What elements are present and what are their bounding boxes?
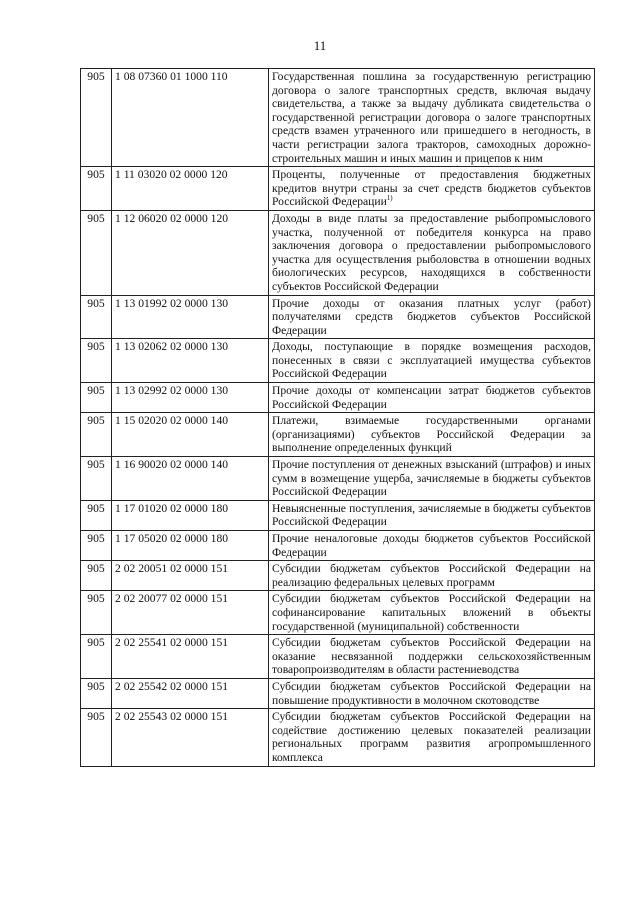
table-row <box>81 413 595 457</box>
table-row <box>81 339 595 383</box>
revenue-code-cell: 1 13 02062 02 0000 130 <box>112 339 269 383</box>
admin-code-cell: 905 <box>81 413 112 457</box>
revenue-name-text: Субсидии бюджетам субъектов Российской Федерации на оказание несвязанной поддержки сельскохозяйственным товаропроизводителям в области растениеводства <box>272 636 591 677</box>
admin-code-cell: 905 <box>81 531 112 561</box>
revenue-code-cell: 2 02 20051 02 0000 151 <box>112 561 269 591</box>
admin-code-cell: 905 <box>81 709 112 766</box>
revenue-code-cell: 2 02 20077 02 0000 151 <box>112 591 269 635</box>
revenue-name-cell <box>269 457 595 501</box>
revenue-name-text: Прочие доходы от оказания платных услуг (работ) получателями средств бюджетов субъектов Российской Федерации <box>272 296 591 337</box>
revenue-code-cell: 1 17 05020 02 0000 180 <box>112 531 269 561</box>
admin-code-cell: 905 <box>81 561 112 591</box>
revenue-code-cell: 1 11 03020 02 0000 120 <box>112 167 269 211</box>
revenue-name-cell <box>269 635 595 679</box>
admin-code-cell: 905 <box>81 383 112 413</box>
admin-code-cell: 905 <box>81 210 112 295</box>
table-row <box>81 561 595 591</box>
revenue-code-cell: 2 02 25542 02 0000 151 <box>112 678 269 708</box>
revenue-code-cell: 1 16 90020 02 0000 140 <box>112 457 269 501</box>
revenue-code-cell: 1 13 01992 02 0000 130 <box>112 295 269 339</box>
revenue-name-text: Проценты, полученные от предоставления бюджетных кредитов внутри страны за счет средств бюджетов субъектов Российской Федерации <box>272 168 591 209</box>
table-row <box>81 709 595 766</box>
table-row <box>81 531 595 561</box>
revenue-code-cell: 2 02 25543 02 0000 151 <box>112 709 269 766</box>
revenue-name-cell <box>269 339 595 383</box>
revenue-name-cell <box>269 591 595 635</box>
revenue-name-text: Субсидии бюджетам субъектов Российской Федерации на повышение продуктивности в молочном скотоводстве <box>272 679 591 707</box>
admin-code-cell: 905 <box>81 339 112 383</box>
admin-code-cell: 905 <box>81 457 112 501</box>
revenue-code-cell: 1 08 07360 01 1000 110 <box>112 69 269 167</box>
revenue-code-cell: 1 12 06020 02 0000 120 <box>112 210 269 295</box>
revenue-name-text: Государственная пошлина за государственную регистрацию договора о залоге транспортных средств, включая выдачу свидетельства, а также за выдачу дубликата свидетельства о государственной регистрации договора о залоге транспортных средств взамен утраченного или пришедшего в негодность, в части регистрации залога тракторов, самоходных дорожно-строительных машин и иных машин и прицепов к ним <box>272 70 591 165</box>
revenue-name-text: Субсидии бюджетам субъектов Российской Федерации на софинансирование капитальных вложений в объекты государственной (муниципальной) собственности <box>272 592 591 633</box>
footnote-marker: 1) <box>386 194 393 203</box>
revenue-name-cell <box>269 413 595 457</box>
revenue-name-text: Субсидии бюджетам субъектов Российской Федерации на содействие достижению целевых показателей реализации региональных программ развития агропромышленного комплекса <box>272 710 591 764</box>
revenue-name-cell <box>269 561 595 591</box>
table-row <box>81 69 595 167</box>
revenue-name-cell <box>269 210 595 295</box>
revenue-name-text: Прочие неналоговые доходы бюджетов субъектов Российской Федерации <box>272 532 591 559</box>
revenue-code-cell: 1 13 02992 02 0000 130 <box>112 383 269 413</box>
revenue-name-cell <box>269 383 595 413</box>
revenue-name-text: Субсидии бюджетам субъектов Российской Федерации на реализацию федеральных целевых программ <box>272 562 591 589</box>
admin-code-cell: 905 <box>81 591 112 635</box>
table-row <box>81 167 595 211</box>
revenue-code-cell: 1 17 01020 02 0000 180 <box>112 500 269 530</box>
table-row <box>81 635 595 679</box>
revenue-name-cell <box>269 69 595 167</box>
admin-code-cell: 905 <box>81 678 112 708</box>
table-row <box>81 210 595 295</box>
revenue-name-text: Доходы, поступающие в порядке возмещения расходов, понесенных в связи с эксплуатацией имущества субъектов Российской Федерации <box>272 340 591 381</box>
revenue-code-cell: 1 15 02020 02 0000 140 <box>112 413 269 457</box>
admin-code-cell: 905 <box>81 167 112 211</box>
table-row <box>81 295 595 339</box>
revenue-name-text: Прочие доходы от компенсации затрат бюджетов субъектов Российской Федерации <box>272 384 591 411</box>
table-row <box>81 591 595 635</box>
revenue-name-text: Доходы в виде платы за предоставление рыбопромыслового участка, полученной от победителя конкурса на право заключения договора о предоставлении рыбопромыслового участка для осуществления рыболовства в отношении водных биологических ресурсов, находящихся в собственности субъектов Российской Федерации <box>272 211 591 293</box>
admin-code-cell: 905 <box>81 500 112 530</box>
revenue-name-cell <box>269 500 595 530</box>
table-row <box>81 457 595 501</box>
revenue-name-text: Платежи, взимаемые государственными органами (организациями) субъектов Российской Федерации за выполнение определенных функций <box>272 414 591 455</box>
revenue-name-cell <box>269 709 595 766</box>
revenue-name-cell <box>269 295 595 339</box>
admin-code-cell: 905 <box>81 635 112 679</box>
revenue-code-cell: 2 02 25541 02 0000 151 <box>112 635 269 679</box>
table-row <box>81 383 595 413</box>
revenue-codes-table <box>80 68 595 767</box>
admin-code-cell: 905 <box>81 295 112 339</box>
revenue-name-text: Прочие поступления от денежных взысканий (штрафов) и иных сумм в возмещение ущерба, зачисляемые в бюджеты субъектов Российской Федерации <box>272 458 591 499</box>
table-body <box>81 69 595 767</box>
table-row <box>81 500 595 530</box>
page-number: 11 <box>313 38 327 53</box>
revenue-name-cell <box>269 531 595 561</box>
revenue-name-text: Невыясненные поступления, зачисляемые в бюджеты субъектов Российской Федерации <box>272 501 591 529</box>
revenue-name-cell <box>269 678 595 708</box>
admin-code-cell: 905 <box>81 69 112 167</box>
revenue-name-cell <box>269 167 595 211</box>
table-row <box>81 678 595 708</box>
